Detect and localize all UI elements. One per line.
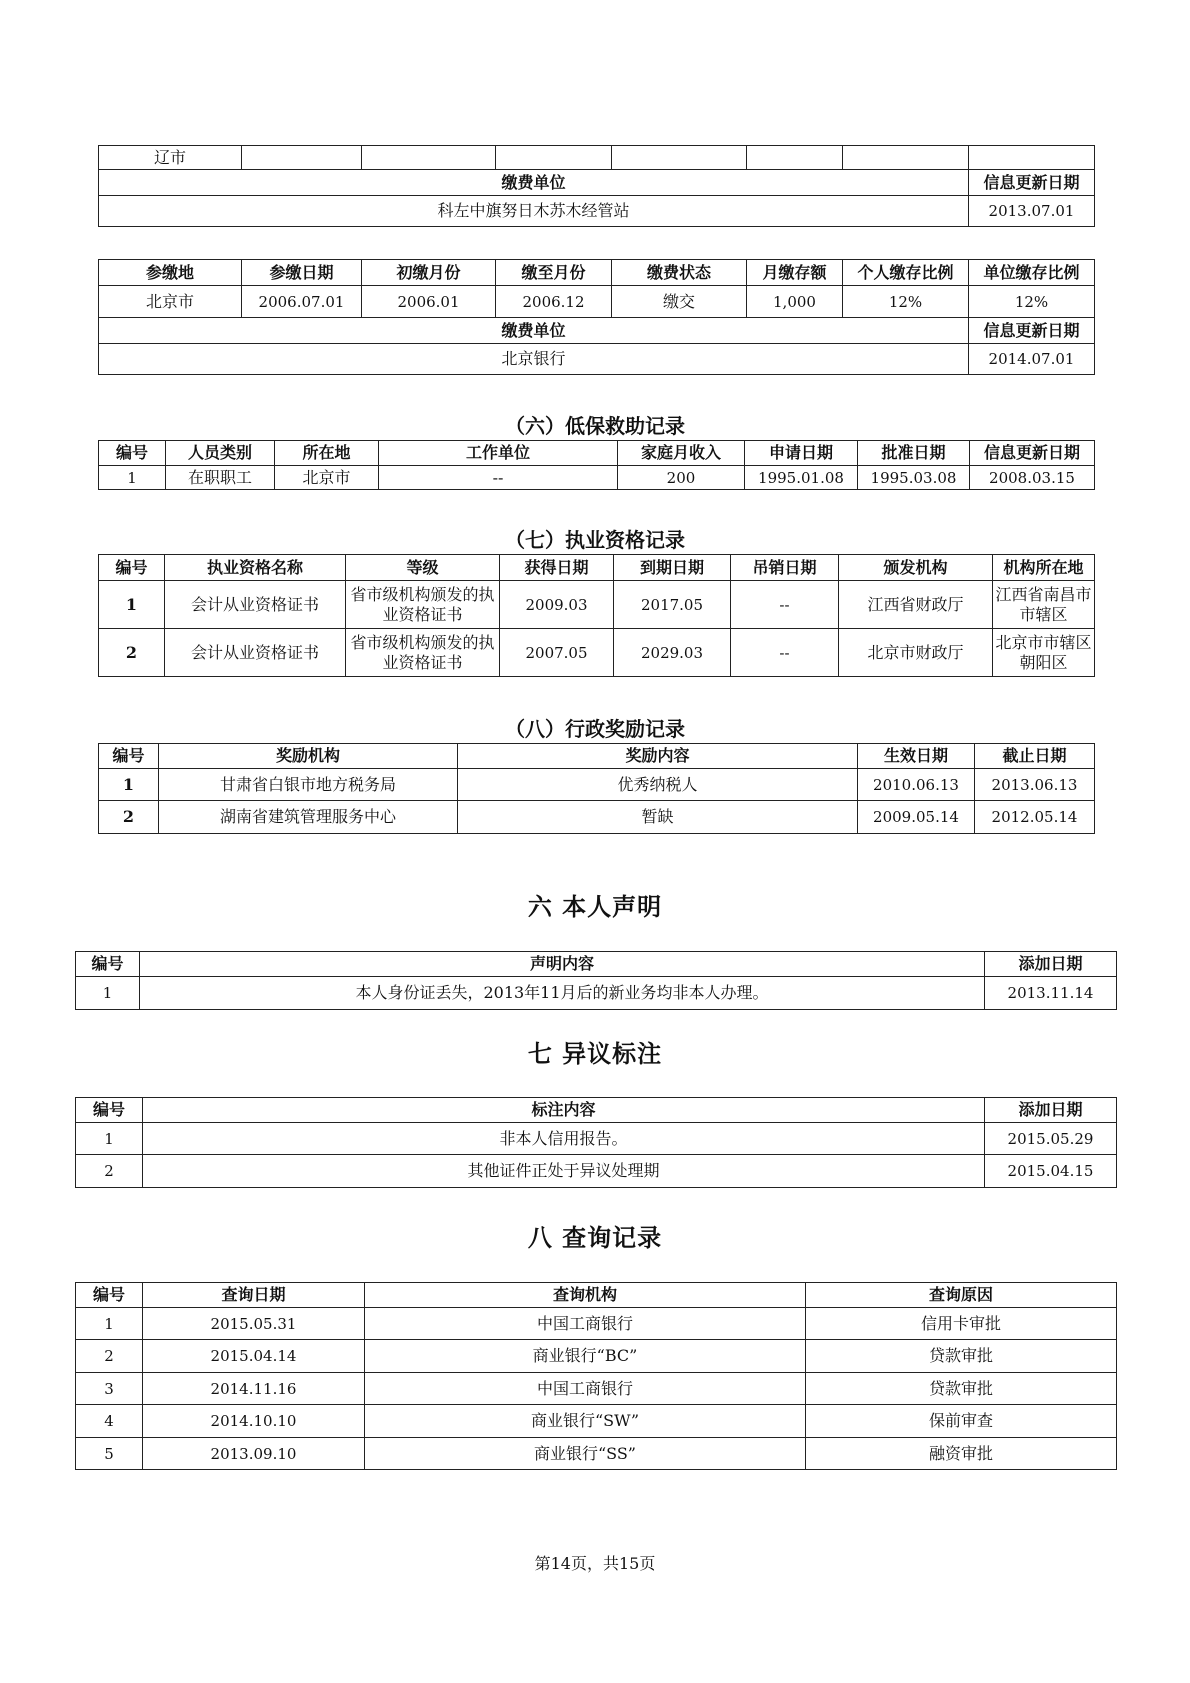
fund-table-continued xyxy=(98,145,1095,227)
fund2-cell: 2006.07.01 xyxy=(242,286,362,318)
objection-header: 标注内容 xyxy=(143,1098,985,1123)
query-cell: 1 xyxy=(76,1308,143,1340)
low-income-cell: 2008.03.15 xyxy=(970,466,1095,490)
objection-cell: 其他证件正处于异议处理期 xyxy=(143,1155,985,1188)
table-row xyxy=(99,769,1095,801)
qualification-cell: 北京市市辖区朝阳区 xyxy=(993,629,1095,677)
awards-cell: 1 xyxy=(99,769,159,801)
fund-unit: 科左中旗努日木苏木经管站 xyxy=(99,196,969,227)
query-cell: 贷款审批 xyxy=(806,1340,1117,1373)
low-income-header: 家庭月收入 xyxy=(618,441,745,466)
statement-title: 六 本人声明 xyxy=(527,892,663,921)
low-income-cell: 200 xyxy=(618,466,745,490)
query-cell: 保前审查 xyxy=(806,1405,1117,1438)
qualification-cell: 2009.03 xyxy=(500,581,614,629)
query-cell: 2015.05.31 xyxy=(143,1308,365,1340)
awards-header: 奖励内容 xyxy=(458,744,858,769)
fund2-header: 月缴存额 xyxy=(747,260,843,286)
awards-cell: 2009.05.14 xyxy=(858,801,975,834)
table-row xyxy=(76,1438,1117,1470)
awards-header: 生效日期 xyxy=(858,744,975,769)
low-income-header: 申请日期 xyxy=(745,441,858,466)
table-row xyxy=(76,1340,1117,1373)
qualification-cell: 2017.05 xyxy=(614,581,731,629)
fund2-header: 缴至月份 xyxy=(496,260,612,286)
query-header: 编号 xyxy=(76,1283,143,1308)
awards-cell: 2012.05.14 xyxy=(975,801,1095,834)
qualification-header: 吊销日期 xyxy=(731,555,839,581)
query-cell: 商业银行“BC” xyxy=(365,1340,806,1373)
statement-header: 声明内容 xyxy=(140,952,985,977)
low-income-title: （六）低保救助记录 xyxy=(505,414,685,438)
objection-header: 添加日期 xyxy=(985,1098,1117,1123)
low-income-cell: -- xyxy=(379,466,618,490)
objection-table xyxy=(75,1097,1117,1188)
fund2-cell: 北京市 xyxy=(99,286,242,318)
qualification-cell: 省市级机构颁发的执业资格证书 xyxy=(346,581,500,629)
fund2-cell: 12% xyxy=(843,286,969,318)
table-row xyxy=(76,1123,1117,1155)
fund2-update: 2014.07.01 xyxy=(969,344,1095,375)
statement-header: 编号 xyxy=(76,952,140,977)
qualification-header: 颁发机构 xyxy=(839,555,993,581)
fund2-cell: 缴交 xyxy=(612,286,747,318)
awards-cell: 优秀纳税人 xyxy=(458,769,858,801)
table-row xyxy=(76,1373,1117,1405)
awards-cell: 甘肃省白银市地方税务局 xyxy=(159,769,458,801)
low-income-header: 人员类别 xyxy=(166,441,275,466)
fund2-cell: 2006.01 xyxy=(362,286,496,318)
low-income-header: 编号 xyxy=(99,441,166,466)
statement-cell: 本人身份证丢失，2013年11月后的新业务均非本人办理。 xyxy=(140,977,985,1010)
qualification-cell: 2 xyxy=(99,629,165,677)
low-income-cell: 1995.03.08 xyxy=(858,466,970,490)
query-cell: 4 xyxy=(76,1405,143,1438)
qualification-header: 等级 xyxy=(346,555,500,581)
fund2-cell: 2006.12 xyxy=(496,286,612,318)
fund-unit-header: 缴费单位 xyxy=(99,170,969,196)
query-header: 查询原因 xyxy=(806,1283,1117,1308)
query-cell: 3 xyxy=(76,1373,143,1405)
awards-header: 编号 xyxy=(99,744,159,769)
fund2-unit-header: 缴费单位 xyxy=(99,318,969,344)
qualification-cell: 会计从业资格证书 xyxy=(165,581,346,629)
fund2-cell: 1,000 xyxy=(747,286,843,318)
objection-cell: 2 xyxy=(76,1155,143,1188)
fund2-header: 个人缴存比例 xyxy=(843,260,969,286)
qualification-cell: 会计从业资格证书 xyxy=(165,629,346,677)
awards-header: 奖励机构 xyxy=(159,744,458,769)
query-table xyxy=(75,1282,1117,1470)
low-income-cell: 北京市 xyxy=(275,466,379,490)
qualification-table xyxy=(98,554,1095,677)
low-income-header: 批准日期 xyxy=(858,441,970,466)
awards-cell: 2010.06.13 xyxy=(858,769,975,801)
awards-cell: 2013.06.13 xyxy=(975,769,1095,801)
query-cell: 2014.10.10 xyxy=(143,1405,365,1438)
qualification-cell: -- xyxy=(731,581,839,629)
low-income-header: 信息更新日期 xyxy=(970,441,1095,466)
qualification-header: 到期日期 xyxy=(614,555,731,581)
qualification-header: 机构所在地 xyxy=(993,555,1095,581)
qualification-title: （七）执业资格记录 xyxy=(505,528,685,552)
objection-cell: 非本人信用报告。 xyxy=(143,1123,985,1155)
low-income-header: 所在地 xyxy=(275,441,379,466)
qualification-cell: 江西省财政厅 xyxy=(839,581,993,629)
fund2-header: 初缴月份 xyxy=(362,260,496,286)
table-row xyxy=(76,1155,1117,1188)
fund2-header: 缴费状态 xyxy=(612,260,747,286)
query-cell: 2015.04.14 xyxy=(143,1340,365,1373)
fund-table-2 xyxy=(98,259,1095,375)
awards-cell: 2 xyxy=(99,801,159,834)
objection-cell: 2015.05.29 xyxy=(985,1123,1117,1155)
query-cell: 2014.11.16 xyxy=(143,1373,365,1405)
query-cell: 2 xyxy=(76,1340,143,1373)
low-income-cell: 1 xyxy=(99,466,166,490)
qualification-cell: 2007.05 xyxy=(500,629,614,677)
table-row xyxy=(76,1405,1117,1438)
awards-cell: 暂缺 xyxy=(458,801,858,834)
query-cell: 中国工商银行 xyxy=(365,1373,806,1405)
qualification-cell: 1 xyxy=(99,581,165,629)
low-income-header: 工作单位 xyxy=(379,441,618,466)
qualification-cell: -- xyxy=(731,629,839,677)
statement-cell: 2013.11.14 xyxy=(985,977,1117,1010)
fund2-header: 单位缴存比例 xyxy=(969,260,1095,286)
qualification-cell: 2029.03 xyxy=(614,629,731,677)
query-title: 八 查询记录 xyxy=(527,1223,663,1252)
query-cell: 中国工商银行 xyxy=(365,1308,806,1340)
query-cell: 融资审批 xyxy=(806,1438,1117,1470)
qualification-cell: 北京市财政厅 xyxy=(839,629,993,677)
statement-table xyxy=(75,951,1117,1010)
table-row xyxy=(99,629,1095,677)
query-cell: 2013.09.10 xyxy=(143,1438,365,1470)
fund2-unit: 北京银行 xyxy=(99,344,969,375)
query-header: 查询机构 xyxy=(365,1283,806,1308)
qualification-header: 编号 xyxy=(99,555,165,581)
low-income-cell: 在职职工 xyxy=(166,466,275,490)
qualification-cell: 江西省南昌市市辖区 xyxy=(993,581,1095,629)
fund-update: 2013.07.01 xyxy=(969,196,1095,227)
objection-header: 编号 xyxy=(76,1098,143,1123)
objection-cell: 1 xyxy=(76,1123,143,1155)
fund-place-cell: 辽市 xyxy=(99,146,242,170)
statement-cell: 1 xyxy=(76,977,140,1010)
table-row xyxy=(99,581,1095,629)
qualification-header: 获得日期 xyxy=(500,555,614,581)
awards-header: 截止日期 xyxy=(975,744,1095,769)
awards-title: （八）行政奖励记录 xyxy=(505,717,685,741)
objection-cell: 2015.04.15 xyxy=(985,1155,1117,1188)
query-cell: 5 xyxy=(76,1438,143,1470)
fund2-cell: 12% xyxy=(969,286,1095,318)
qualification-cell: 省市级机构颁发的执业资格证书 xyxy=(346,629,500,677)
query-cell: 商业银行“SW” xyxy=(365,1405,806,1438)
low-income-cell: 1995.01.08 xyxy=(745,466,858,490)
query-cell: 商业银行“SS” xyxy=(365,1438,806,1470)
fund2-header: 参缴地 xyxy=(99,260,242,286)
query-header: 查询日期 xyxy=(143,1283,365,1308)
table-row xyxy=(76,1308,1117,1340)
page-footer: 第14页，共15页 xyxy=(534,1554,656,1573)
fund-update-header: 信息更新日期 xyxy=(969,170,1095,196)
awards-cell: 湖南省建筑管理服务中心 xyxy=(159,801,458,834)
table-row xyxy=(99,801,1095,834)
query-cell: 贷款审批 xyxy=(806,1373,1117,1405)
fund2-header: 参缴日期 xyxy=(242,260,362,286)
objection-title: 七 异议标注 xyxy=(527,1039,663,1068)
awards-table xyxy=(98,743,1095,834)
statement-header: 添加日期 xyxy=(985,952,1117,977)
qualification-header: 执业资格名称 xyxy=(165,555,346,581)
fund2-update-header: 信息更新日期 xyxy=(969,318,1095,344)
query-cell: 信用卡审批 xyxy=(806,1308,1117,1340)
low-income-table xyxy=(98,440,1095,490)
